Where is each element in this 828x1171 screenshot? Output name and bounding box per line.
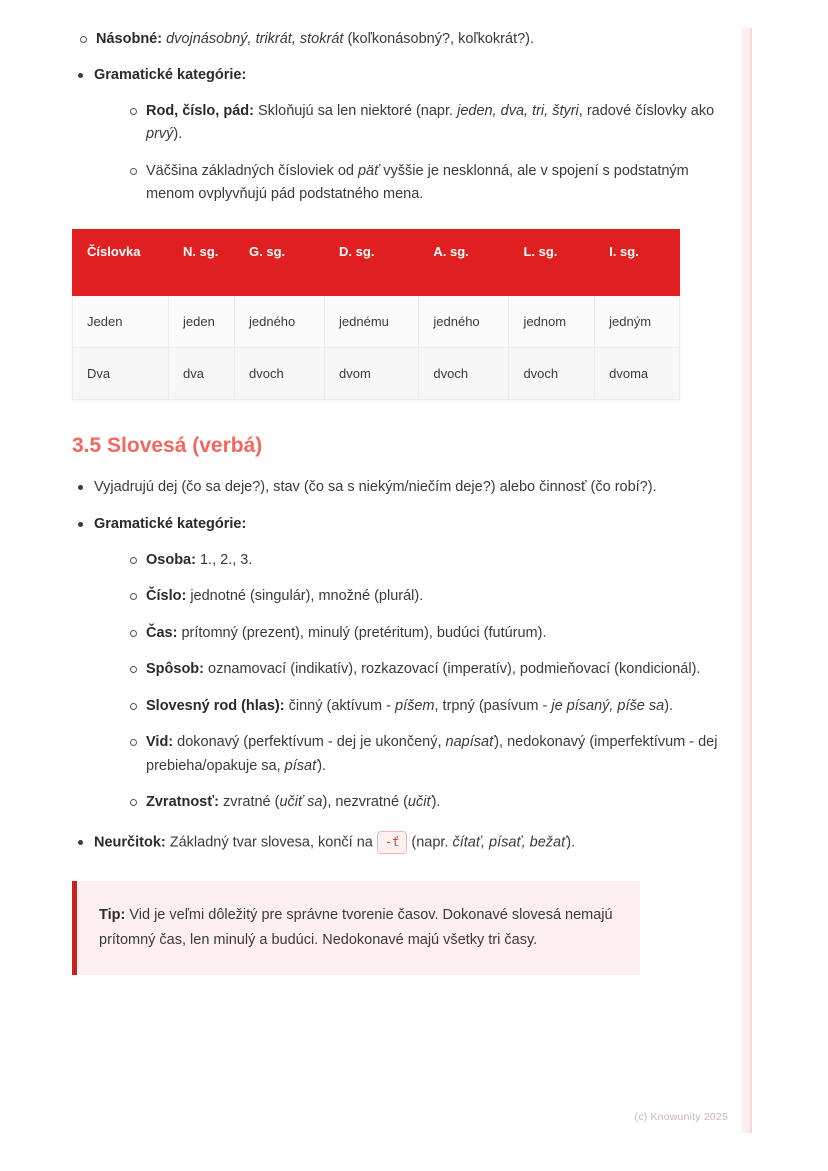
sposob-text: oznamovací (indikatív), rozkazovací (imperatív), podmieňovací (kondicionál). <box>208 661 701 678</box>
table-row <box>73 295 680 347</box>
list-item-osoba <box>122 549 738 572</box>
slovesny-rod-text-3: ). <box>664 697 674 714</box>
rod-cislo-pad-text-2: , radové číslovky ako <box>578 102 715 119</box>
vid-italic-2: písať <box>284 757 318 774</box>
tip-label: Tip: <box>99 906 126 923</box>
neurcitok-label: Neurčitok: <box>94 834 166 851</box>
osoba-label: Osoba: <box>146 551 196 568</box>
zvratnost-text-1: zvratné ( <box>223 794 280 811</box>
slovesny-rod-italic-2: je písaný, píše sa <box>551 697 665 714</box>
table-cell: dvoma <box>595 347 680 399</box>
list-item-verbs-categories <box>72 513 738 814</box>
declension-table-head <box>73 229 680 295</box>
section-title: 3.5 Slovesá (verbá) <box>72 433 263 457</box>
rod-cislo-pad-italic-2: prvý <box>146 126 174 143</box>
page-right-accent-strip <box>742 28 750 1133</box>
table-cell: dvom <box>325 347 419 399</box>
rod-cislo-pad-text-1: Skloňujú sa len niektoré (napr. <box>257 102 454 119</box>
table-cell: dvoch <box>509 347 595 399</box>
slovesny-rod-label: Slovesný rod (hlas): <box>146 697 285 714</box>
verbs-list <box>72 476 738 855</box>
table-cell: dvoch <box>419 347 509 399</box>
table-cell: jednému <box>325 295 419 347</box>
vid-label: Vid: <box>146 734 174 751</box>
table-cell: dvoch <box>235 347 325 399</box>
table-cell: jedného <box>419 295 509 347</box>
vacsina-text-2: vyššie je nesklonná, ale v spojení s podstatným menom ovplyvňujú pád podstatného mena. <box>146 162 689 203</box>
zvratnost-text-3: ). <box>431 794 441 811</box>
slovesny-rod-italic-1: píšem <box>395 697 435 714</box>
declension-table <box>72 229 680 400</box>
list-item-grammatical-categories <box>72 64 738 206</box>
zvratnost-text-2: ), nezvratné ( <box>322 794 408 811</box>
table-header-cell: I. sg. <box>595 229 680 295</box>
vid-text-2: ), nedokonavý (imperfektívum - dej prebieha/opakuje sa, <box>146 734 718 774</box>
table-cell: Dva <box>73 347 169 399</box>
verbs-intro-text: Vyjadrujú dej (čo sa deje?), stav (čo sa s niekým/niečím deje?) alebo činnosť (čo robí?). <box>94 478 657 495</box>
table-cell: jednom <box>509 295 595 347</box>
zvratnost-italic-1: učiť sa <box>279 794 323 811</box>
table-header-cell: L. sg. <box>509 229 595 295</box>
slovesny-rod-text-2: , trpný (pasívum - <box>434 697 548 714</box>
table-header-cell: N. sg. <box>169 229 235 295</box>
vid-text-3: ). <box>317 757 327 774</box>
table-cell: jeden <box>169 295 235 347</box>
list-item-cas <box>122 622 738 645</box>
list-item-slovesny-rod <box>122 695 738 718</box>
rod-cislo-pad-italic-1: jeden, dva, tri, štyri <box>457 102 579 119</box>
list-item-rod-cislo-pad <box>122 100 738 147</box>
cislo-text: jednotné (singulár), množné (plurál). <box>190 588 424 605</box>
slovesny-rod-text-1: činný (aktívum - <box>288 697 391 714</box>
table-cell: Jeden <box>73 295 169 347</box>
verbs-categories-sublist <box>122 549 738 815</box>
verbs-categories-label: Gramatické kategórie: <box>94 516 247 533</box>
rod-cislo-pad-label: Rod, číslo, pád: <box>146 102 254 119</box>
page-right-divider-line <box>750 28 752 1133</box>
cas-text: prítomný (prezent), minulý (pretéritum), budúci (futúrum). <box>181 624 547 641</box>
list-item-sposob <box>122 658 738 681</box>
nasobne-tail: (koľkonásobný?, koľkokrát?). <box>347 31 535 47</box>
tip-text: Vid je veľmi dôležitý pre správne tvorenie časov. Dokonavé slovesá nemajú prítomný čas, len minulý a budúci. Nedokonavé majú všetky tri časy. <box>99 906 613 948</box>
nasobne-label: Násobné: <box>96 31 163 47</box>
list-item-verbs-intro <box>72 476 738 499</box>
neurcitok-text-2: (napr. <box>411 834 449 851</box>
table-header-cell: Číslovka <box>73 229 169 295</box>
osoba-text: 1., 2., 3. <box>199 551 253 568</box>
table-cell: jedným <box>595 295 680 347</box>
neurcitok-code-chip: -ť <box>377 831 407 854</box>
nasobne-examples: dvojnásobný, trikrát, stokrát <box>166 31 344 47</box>
table-header-cell: A. sg. <box>419 229 509 295</box>
table-cell: dva <box>169 347 235 399</box>
list-item-vacsina <box>122 160 738 207</box>
numerals-list <box>72 28 738 51</box>
list-item-zvratnost <box>122 791 738 814</box>
table-header-row <box>73 229 680 295</box>
zvratnost-italic-2: učiť <box>407 794 432 811</box>
grammatical-categories-sublist <box>122 100 738 207</box>
neurcitok-text-3: ). <box>566 834 576 851</box>
list-item-vid <box>122 731 738 778</box>
list-item-cislo <box>122 585 738 608</box>
declension-table-body <box>73 295 680 399</box>
table-header-cell: D. sg. <box>325 229 419 295</box>
neurcitok-italic: čítať, písať, bežať <box>452 834 567 851</box>
cislo-label: Číslo: <box>146 588 187 605</box>
zvratnost-label: Zvratnosť: <box>146 794 220 811</box>
list-item-neurcitok <box>72 831 738 855</box>
vacsina-italic: päť <box>357 162 380 179</box>
sposob-label: Spôsob: <box>146 661 204 678</box>
neurcitok-text-1: Základný tvar slovesa, končí na <box>169 834 373 851</box>
list-item-nasobne <box>72 28 738 51</box>
vid-text-1: dokonavý (perfektívum - dej je ukončený, <box>177 734 442 751</box>
table-header-cell: G. sg. <box>235 229 325 295</box>
table-cell: jedného <box>235 295 325 347</box>
tip-callout <box>72 881 640 975</box>
vid-italic-1: napísať <box>445 734 495 751</box>
grammatical-categories-block <box>72 64 738 206</box>
grammatical-categories-label: Gramatické kategórie: <box>94 67 247 84</box>
rod-cislo-pad-text-3: ). <box>173 126 183 143</box>
table-row <box>73 347 680 399</box>
page-footer-copyright: (c) Knowunity 2025 <box>634 1111 728 1123</box>
cas-label: Čas: <box>146 624 178 641</box>
vacsina-text-1: Väčšina základných čísloviek od <box>146 162 354 179</box>
